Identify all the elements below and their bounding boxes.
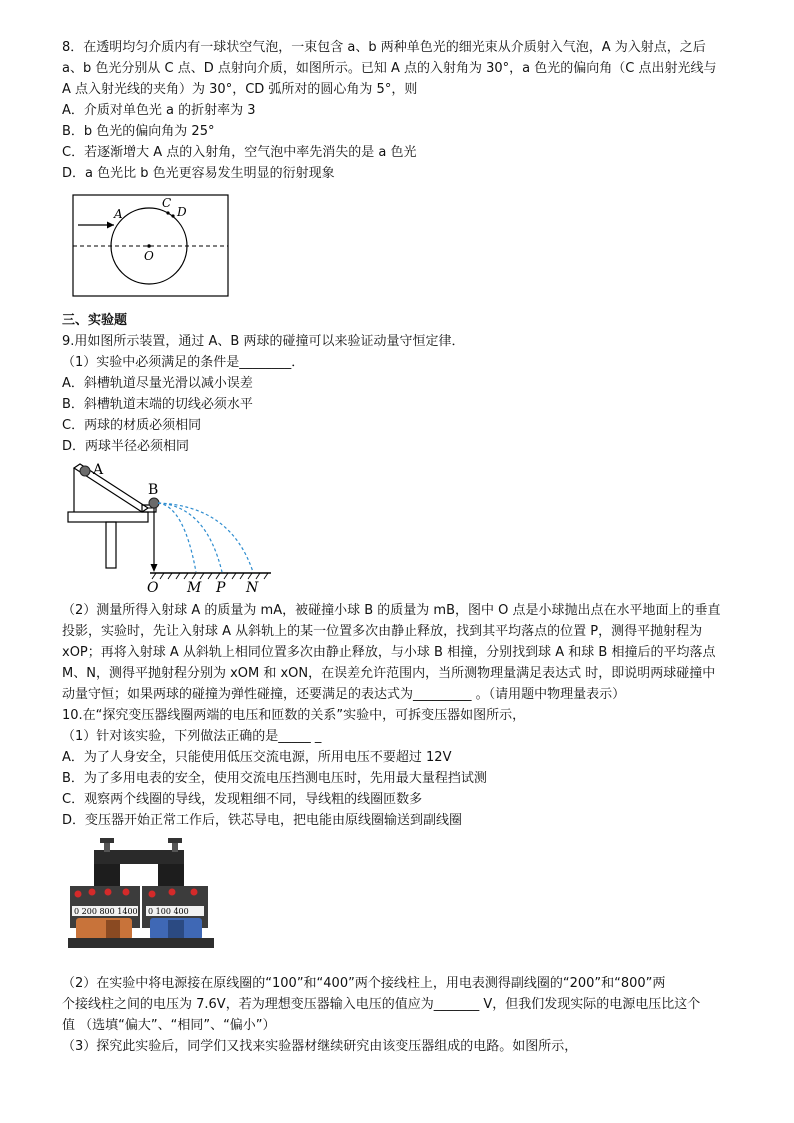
trajectory-n: [158, 503, 253, 572]
q10-transformer-photo: [66, 834, 216, 952]
q10-part2-line-3: 值 （选填“偏大”、“相同”、“偏小”）: [62, 1018, 276, 1033]
label-d: D: [177, 205, 187, 219]
q10-stem: 10.在“探究变压器线圈两端的电压和匝数的关系”实验中，可拆变压器如图所示，: [62, 708, 526, 723]
q8-stem-line-2: a、b 色光分别从 C 点、D 点射向介质，如图所示。已知 A 点的入射角为 30°，a 色光的偏向角（C 点出射光线与: [62, 61, 717, 76]
q8-option-d: D．a 色光比 b 色光更容易发生明显的衍射现象: [62, 166, 335, 181]
q9-option-c: C．两球的材质必须相同: [62, 418, 202, 433]
ball-a: [80, 466, 90, 476]
q8-option-b: B．b 色光的偏向角为 25°: [62, 124, 215, 139]
q8-option-c: C．若逐渐增大 A 点的入射角，空气泡中率先消失的是 a 色光: [62, 145, 417, 160]
label-ball-a: A: [93, 462, 104, 478]
q9-part2-line-3: xOP；再将入射球 A 从斜轨上相同位置多次由静止释放，与小球 B 相撞，分别找到球 A 和球 B 相撞后的平均落点: [62, 645, 716, 660]
label-p: P: [216, 580, 226, 595]
section-heading: 三、实验题: [62, 313, 128, 328]
q9-part1: （1）实验中必须满足的条件是________．: [62, 355, 305, 370]
label-ball-b: B: [148, 482, 159, 498]
trajectory-p: [158, 503, 222, 572]
ball-b: [149, 498, 159, 508]
support-post: [106, 522, 116, 568]
q10-part1: （1）针对该实验，下列做法正确的是_____ _: [62, 729, 322, 744]
clamp-knob-right: [168, 838, 182, 843]
label-m: M: [187, 580, 202, 595]
label-n: N: [246, 580, 259, 595]
q10-part2-line-2: 个接线柱之间的电压为 7.6V，若为理想变压器输入电压的值应为_______ V，但我们发现实际的电源电压比这个: [62, 997, 701, 1012]
trajectory-m: [158, 503, 196, 572]
label-o: O: [144, 249, 154, 263]
q9-part2-line-4: M、N，测得平抛射程分别为 xOM 和 xON，在误差允许范围内，当所测物理量满足表达式 时，即说明两球碰撞中: [62, 666, 716, 681]
q8-option-a: A．介质对单色光 a 的折射率为 3: [62, 103, 256, 118]
q9-collision-apparatus-figure: [66, 460, 276, 595]
top-yoke: [94, 850, 184, 864]
label-c: C: [162, 196, 172, 210]
q9-part2-line-5: 动量守恒；如果两球的碰撞为弹性碰撞，还要满足的表达式为_________ 。（请用题中物理量表示）: [62, 687, 626, 702]
q10-option-d: D．变压器开始正常工作后，铁芯导电，把电能由原线圈输送到副线圈: [62, 813, 463, 828]
right-coil-scale: 0 100 400: [148, 907, 189, 916]
q10-part3: （3）探究此实验后，同学们又找来实验器材继续研究由该变压器组成的电路。如图所示，: [62, 1039, 578, 1054]
base-plate: [68, 938, 214, 948]
q9-option-d: D．两球半径必须相同: [62, 439, 190, 454]
point-c: [166, 211, 169, 214]
q8-bubble-figure: [72, 194, 230, 298]
q10-option-a: A．为了人身安全，只能使用低压交流电源，所用电压不要超过 12V: [62, 750, 452, 765]
table-top: [68, 512, 148, 522]
center-point: [147, 244, 151, 248]
q9-stem: 9.用如图所示装置，通过 A、B 两球的碰撞可以来验证动量守恒定律．: [62, 334, 465, 349]
left-coil-scale: 0 200 800 1400: [74, 907, 138, 916]
q8-stem-line-3: A 点入射光线的夹角）为 30°，CD 弧所对的圆心角为 5°，则: [62, 82, 418, 97]
q10-option-b: B．为了多用电表的安全，使用交流电压挡测电压时，先用最大量程挡试测: [62, 771, 487, 786]
q9-option-a: A．斜槽轨道尽量光滑以减小误差: [62, 376, 253, 391]
clamp-knob-left: [100, 838, 114, 843]
primary-coil: [76, 918, 132, 940]
ground-hatching: [152, 573, 268, 579]
q9-part2-line-2: 投影，实验时，先让入射球 A 从斜轨上的某一位置多次由静止释放，找到其平均落点的位置 P，测得平抛射程为: [62, 624, 703, 639]
q10-part2-line-1: （2）在实验中将电源接在原线圈的“100”和“400”两个接线柱上，用电表测得副线圈的“200”和“800”两: [62, 976, 666, 991]
q8-stem-line-1: 8．在透明均匀介质内有一球状空气泡，一束包含 a、b 两种单色光的细光束从介质射入气泡，A 为入射点，之后: [62, 40, 706, 55]
incident-arrow-icon: [107, 222, 114, 229]
q9-option-b: B．斜槽轨道末端的切线必须水平: [62, 397, 253, 412]
plumb-arrow-icon: [151, 564, 158, 572]
label-o: O: [147, 580, 159, 595]
point-d: [171, 214, 174, 217]
q10-option-c: C．观察两个线圈的导线，发现粗细不同，导线粗的线圈匝数多: [62, 792, 423, 807]
q9-part2-line-1: （2）测量所得入射球 A 的质量为 mA，被碰撞小球 B 的质量为 mB，图中 O 点是小球抛出点在水平地面上的垂直: [62, 603, 721, 618]
label-a: A: [114, 207, 123, 221]
